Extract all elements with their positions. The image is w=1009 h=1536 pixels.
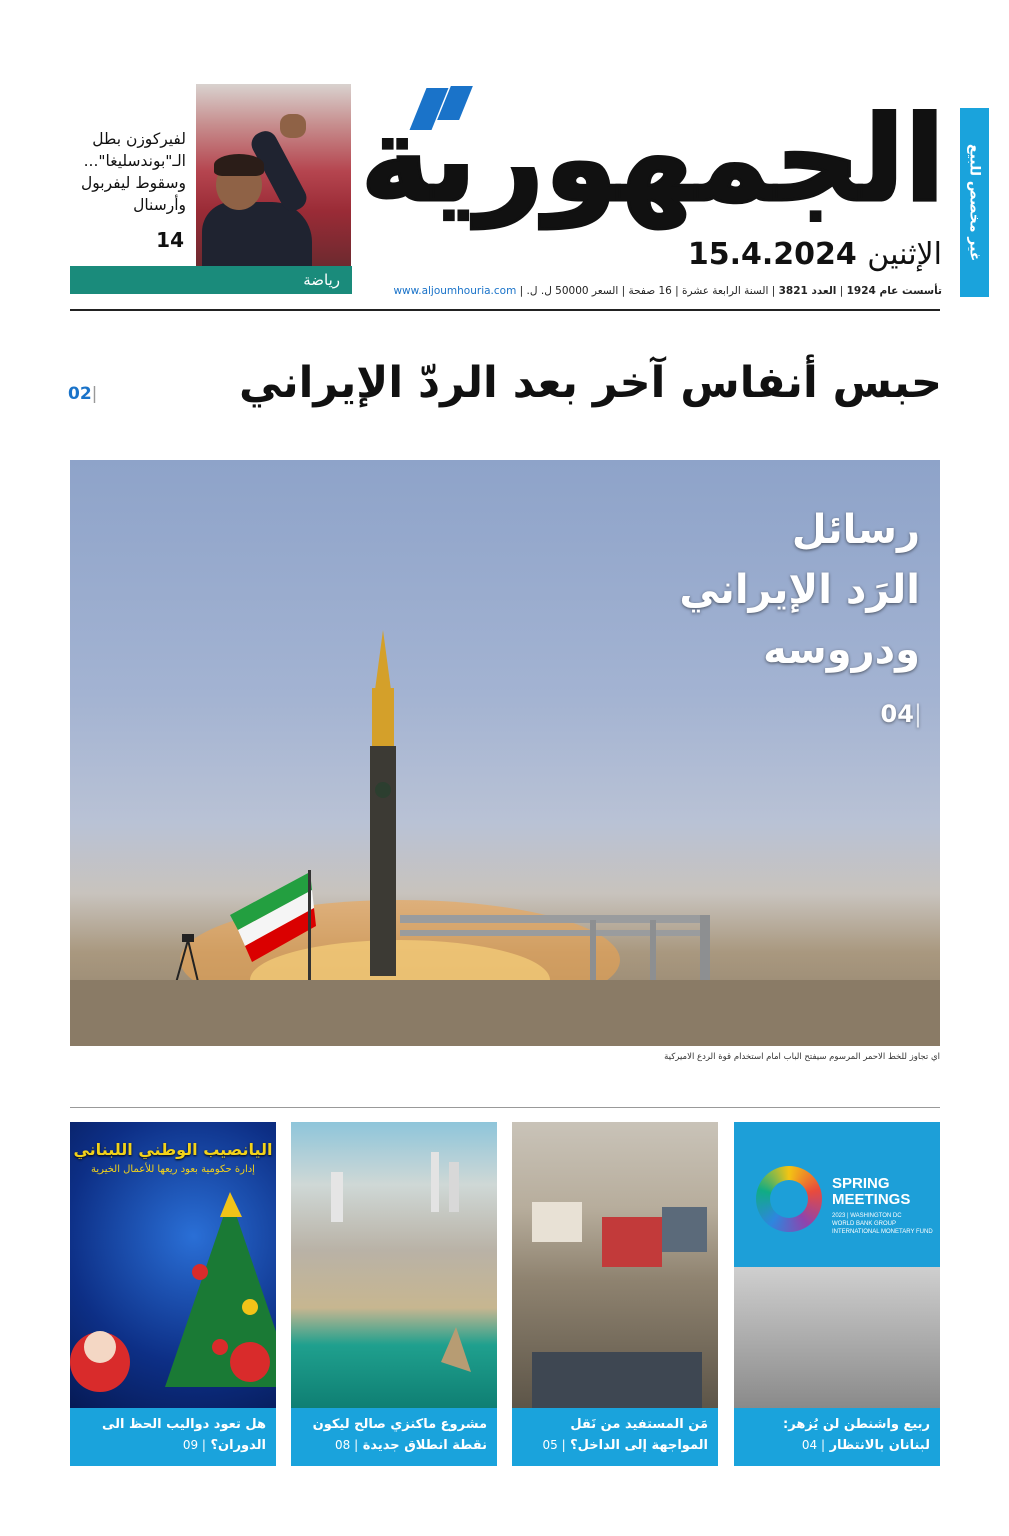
imf-banner-sub-line: WORLD BANK GROUP INTERNATIONAL MONETARY FUND xyxy=(832,1221,933,1235)
card-image xyxy=(70,1122,276,1408)
photo-title-line: ودروسه xyxy=(763,627,920,673)
issue-date xyxy=(620,238,942,272)
imf-banner-sub xyxy=(832,1212,940,1236)
lead-page-number: 02 xyxy=(68,384,92,404)
photo-story-page-ref: 04| xyxy=(880,700,922,728)
divider xyxy=(70,309,940,311)
card-caption: مشروع ماكنزي صالح ليكون نقطة انطلاق جديدة | 08 xyxy=(291,1408,497,1466)
imf-banner-title: SPRING MEETINGS xyxy=(832,1175,911,1208)
card-page-number: 04 xyxy=(801,1438,818,1452)
issue-number: العدد 3821 xyxy=(778,285,837,297)
logo-text: الجمهورية xyxy=(360,90,945,228)
card-title: مَن المستفيد من نَقل المواجهة إلى الداخل؟ xyxy=(570,1417,708,1453)
player-figure xyxy=(214,154,264,176)
group-photo xyxy=(734,1267,940,1408)
player-figure xyxy=(280,114,306,138)
imf-banner-sub-line: 2023 | WASHINGTON DC xyxy=(832,1213,902,1219)
website-link[interactable]: www.aljoumhouria.com xyxy=(393,285,517,297)
page-count: 16 صفحة xyxy=(628,285,672,297)
issue-meta: تأسست عام 1924 | العدد 3821 | السنة الرابعة عشرة | 16 صفحة | السعر 50000 ل. ل. | www.aljoumhouria.com xyxy=(393,285,942,297)
issue-date-value: 15.4.2024 xyxy=(687,237,857,272)
player-figure xyxy=(202,202,312,266)
lead-page-ref: 02| xyxy=(68,384,98,404)
card-image xyxy=(512,1122,718,1408)
card-caption: ربيع واشنطن لن يُزهر: لبنانان بالانتظار | 04 xyxy=(734,1408,940,1466)
photo-caption: اي تجاوز للخط الاحمر المرسوم سيفتح الباب امام استخدام قوة الردع الاميركية xyxy=(664,1052,940,1062)
beirut-coast-illustration xyxy=(291,1122,497,1408)
story-card[interactable] xyxy=(734,1122,940,1466)
card-caption: مَن المستفيد من نَقل المواجهة إلى الداخل؟ | 05 xyxy=(512,1408,718,1466)
founded: تأسست عام 1924 xyxy=(846,285,942,297)
card-title: هل تعود دواليب الحظ الى الدوران؟ xyxy=(101,1417,266,1453)
card-page-number: 05 xyxy=(542,1438,558,1452)
card-image xyxy=(291,1122,497,1408)
lead-headline[interactable]: حبس أنفاس آخر بعد الردّ الإيراني xyxy=(239,358,942,408)
card-page-number: 08 xyxy=(335,1438,351,1452)
photo-title-line: الرَد الإيراني xyxy=(679,567,920,613)
not-for-sale-badge xyxy=(960,108,989,297)
card-page-number: 09 xyxy=(182,1438,199,1452)
price: السعر 50000 ل. ل. xyxy=(526,285,619,297)
sports-headline[interactable]: لفيركوزن بطل الـ"بوندسليغا"... وسقوط ليفربول وأرسنال xyxy=(81,130,186,214)
lottery-subtitle: إدارة حكومية بعود ريعها للأعمال الخيرية xyxy=(91,1164,255,1175)
sports-photo[interactable] xyxy=(196,84,351,266)
sports-page-number: 14 xyxy=(156,228,184,252)
imf-logo-icon xyxy=(770,1180,808,1218)
photo-title-line: رسائل xyxy=(791,507,920,553)
card-title: ربيع واشنطن لن يُزهر: لبنانان بالانتظار xyxy=(783,1417,930,1453)
photo-story-page-number: 04 xyxy=(880,700,914,728)
issue-day: الإثنين xyxy=(867,237,942,272)
story-card[interactable] xyxy=(291,1122,497,1466)
card-caption: هل تعود دواليب الحظ الى الدوران؟ | 09 xyxy=(70,1408,276,1466)
refugee-trucks-illustration xyxy=(512,1122,718,1408)
divider xyxy=(70,1107,940,1108)
photo-story-title[interactable] xyxy=(600,500,920,680)
story-card[interactable] xyxy=(512,1122,718,1466)
newspaper-logo[interactable] xyxy=(360,84,945,234)
story-card[interactable] xyxy=(70,1122,276,1466)
card-title: مشروع ماكنزي صالح ليكون نقطة انطلاق جديدة xyxy=(312,1417,487,1453)
card-image xyxy=(734,1122,940,1408)
lottery-logo-text: اليانصيب الوطني اللبناني xyxy=(73,1140,273,1159)
badge-label: غير مخصص للبيع xyxy=(966,143,983,262)
issue-year: السنة الرابعة عشرة xyxy=(682,285,769,297)
sports-section-label[interactable]: رياضة xyxy=(70,266,352,294)
